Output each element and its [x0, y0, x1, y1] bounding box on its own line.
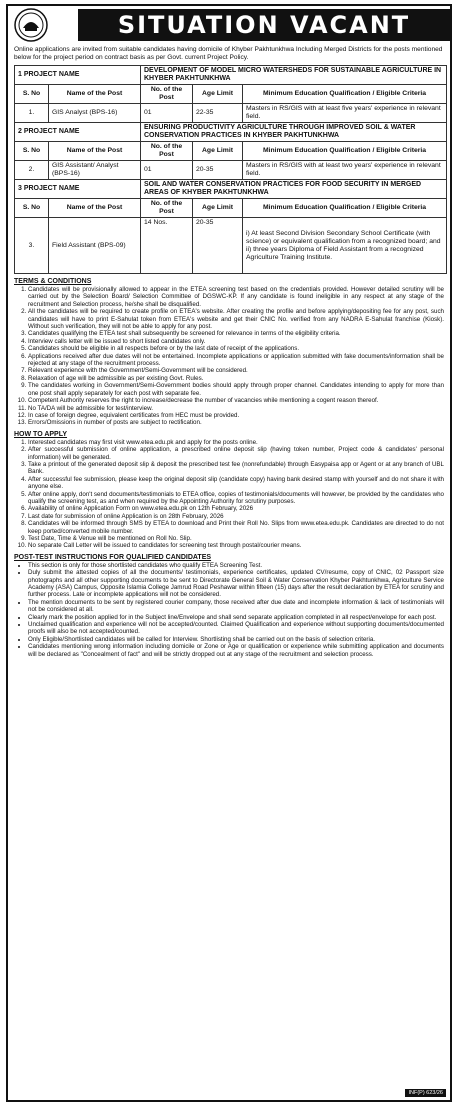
apply-item: 10. No separate Call Letter will be issued to candidates for screening test through postal/courier means. — [28, 542, 444, 549]
header-row — [15, 85, 447, 104]
col-post-header: Name of the Post — [49, 199, 141, 218]
apply-item: 1. Interested candidates may first visit www.etea.edu.pk and apply for the posts online. — [28, 439, 444, 446]
terms-item: 10. Competent Authority reserves the right to increase/decrease the number of vacancies while mentioning a cogent reason thereof. — [28, 397, 444, 404]
terms-item: 8. Relaxation of age will be admissible as per existing Govt. Rules. — [28, 375, 444, 382]
project-label: 2 PROJECT NAME — [15, 123, 141, 142]
apply-list — [14, 439, 444, 550]
terms-item: 11. No TA/DA will be admissible for test/interview. — [28, 405, 444, 412]
table-row — [15, 104, 447, 123]
project-title: ENSURING PRODUCTIVITY AGRICULTURE THROUGH IMPROVED SOIL & WATER CONSERVATION PRACTICES IN KHYBER PAKHTUNKHWA — [141, 123, 447, 142]
terms-list — [14, 286, 444, 427]
cell-num: 01 — [141, 104, 193, 123]
apply-heading: HOW TO APPLY — [14, 430, 68, 438]
department-logo — [14, 8, 48, 42]
terms-item: 5. Candidates should be eligible in all respects before or by the last date of receipt of the applications. — [28, 345, 444, 352]
terms-item: 6. Applications received after due dates will not be entertained. Incomplete applications or application submitted with fake documents/information shall be rejected at any stage of the recruitment process. — [28, 353, 444, 368]
apply-item: 5. After online apply, don't send documents/testimonials to ETEA office, copies of testimonials/documents will however, be provided by the candidates who qualify the screening test, as and when required by the Appointing Authority for scrutiny purposes. — [28, 491, 444, 506]
table-row — [15, 218, 447, 274]
terms-item: 7. Relevant experience with the Government/Semi-Government will be considered. — [28, 367, 444, 374]
apply-item: 4. After successful fee submission, please keep the original deposit slip (candidate copy) having bank desired stamp with yourself and do not share it with anyone else. — [28, 476, 444, 491]
apply-item: 7. Last date for submission of online Application is on 28th February, 2026 — [28, 513, 444, 520]
terms-item: 2. All the candidates will be required to create profile on ETEA's website. After creating the profile and before applying/depositing fee for any post, such candidates will have to print E-Sahulat token from ETEA's website and get their CNIC No. verified from any NADRA E-Sahulat franchise (Kiosk). Without such verification, they will not be able to apply for any post. — [28, 308, 444, 330]
terms-item: 4. Interview calls letter will be issued to short listed candidates only. — [28, 338, 444, 345]
col-sno-header: S. No — [15, 199, 49, 218]
terms-item: 12. In case of foreign degree, equivalent certificates from HEC must be provided. — [28, 412, 444, 419]
project-label: 3 PROJECT NAME — [15, 180, 141, 199]
header — [8, 6, 450, 44]
project-row — [15, 66, 447, 85]
post-test-item: • Candidates mentioning wrong information including domicile or Zone or Age or qualification or experience while submitting application and documents will be declared as "Concealment of fact" and will be strictly dropped out at any stage of the recruitment and selection process. — [28, 643, 444, 658]
apply-item: 3. Take a printout of the generated deposit slip & deposit the prescribed test fee (nonrefundable) through Easypaisa app or Agent or at any branch of UBL Bank. — [28, 461, 444, 476]
header-row — [15, 199, 447, 218]
cell-post: GIS Assistant/ Analyst (BPS-16) — [49, 161, 141, 180]
terms-item: 9. The candidates working in Government/Semi-Government bodies should apply through proper channel. Candidates intending to apply for more than one post shall apply separately for each post with separate fee. — [28, 382, 444, 397]
col-sno-header: S. No — [15, 142, 49, 161]
project-label: 1 PROJECT NAME — [15, 66, 141, 85]
intro-text: Online applications are invited from suitable candidates having domicile of Khyber Pakhtunkhwa Including Merged Districts for the posts mentioned below for the project period on contract basis as per Govt. current Project Policy. — [14, 46, 443, 61]
col-post-header: Name of the Post — [49, 85, 141, 104]
cell-age: 20-35 — [193, 161, 243, 180]
cell-sno: 3. — [15, 218, 49, 274]
col-num-header: No. of the Post — [141, 142, 193, 161]
cell-age: 22-35 — [193, 104, 243, 123]
terms-item: 1. Candidates will be provisionally allowed to appear in the ETEA screening test based on the credentials provided. However detailed scrutiny will be carried out by the Selection Board/ Selection Committee of DGSWC-KP. If any candidate is found ineligible in any respect at any stage of the recruitment and Selection process, he/she shall be disqualified. — [28, 286, 444, 308]
apply-item: 9. Test Date, Time & Venue will be mentioned on Roll No. Slip. — [28, 535, 444, 542]
footer-code: INF(P) 623/26 — [405, 1089, 446, 1097]
apply-item: 2. After successful submission of online application, a prescribed online deposit slip (having token number, Project code & candidates' personal information) will be generated. — [28, 446, 444, 461]
cell-edu: i) At least Second Division Secondary School Certificate (with science) or equivalent qualification from a recognized board; and ii) three years Diploma of Field Assistant from a recognized Agriculture Training Institute. — [243, 218, 447, 274]
col-age-header: Age Limit — [193, 199, 243, 218]
cell-age: 20-35 — [193, 218, 243, 274]
col-age-header: Age Limit — [193, 85, 243, 104]
col-edu-header: Minimum Education Qualification / Eligible Criteria — [243, 142, 447, 161]
table-row — [15, 161, 447, 180]
cell-post: Field Assistant (BPS-09) — [49, 218, 141, 274]
terms-heading: TERMS & CONDITIONS — [14, 278, 92, 285]
apply-item: 6. Availability of online Application Form on www.etea.edu.pk on 12th February, 2026 — [28, 505, 444, 512]
cell-sno: 1. — [15, 104, 49, 123]
cell-sno: 2. — [15, 161, 49, 180]
cell-post: GIS Analyst (BPS-16) — [49, 104, 141, 123]
post-test-item: • Clearly mark the position applied for in the Subject line/Envelope and shall send separate application completed in all respect/envelope for each post. — [28, 614, 444, 621]
post-test-list — [14, 562, 444, 658]
post-test-item: • Duly submit the attested copies of all the documents/ testimonials, experience certificates, updated CV/resume, copy of CNIC, 02 Passport size photographs and all other supporting documents to be sent to Directorate General Soil & Water Conservation Khyber Pakhtunkhwa, Agriculture Service Academy (ASA) Campus, Opposite Islamia College Jamrud Road Peshawar within fifteen (15) days after the result declaration by ETEA for scrutiny and further process. Late or incomplete applications will not be considered. — [28, 569, 444, 599]
post-test-item: • This section is only for those shortlisted candidates who qualify ETEA Screening Test. — [28, 562, 444, 569]
page-title: SITUATION VACANT — [78, 9, 450, 41]
col-sno-header: S. No — [15, 85, 49, 104]
terms-item: 13. Errors/Omissions in number of posts are subject to rectification. — [28, 419, 444, 426]
project-title: DEVELOPMENT OF MODEL MICRO WATERSHEDS FOR SUSTAINABLE AGRICULTURE IN KHYBER PAKHTUNKHWA — [141, 66, 447, 85]
post-test-item: • Unclaimed qualification and experience will not be accepted/counted. Claimed Qualification and experience without supporting documents/documented proofs will also be not accepted/counted. — [28, 621, 444, 636]
col-edu-header: Minimum Education Qualification / Eligible Criteria — [243, 85, 447, 104]
project-row — [15, 123, 447, 142]
col-num-header: No. of the Post — [141, 85, 193, 104]
apply-item: 8. Candidates will be informed through SMS by ETEA to download and Print their Roll No. Slips from www.etea.edu.pk. Candidates are directed to do not keep ported/converted mobile number. — [28, 520, 444, 535]
col-num-header: No. of the Post — [141, 199, 193, 218]
project-row — [15, 180, 447, 199]
posts-table — [14, 65, 447, 274]
col-edu-header: Minimum Education Qualification / Eligible Criteria — [243, 199, 447, 218]
header-row — [15, 142, 447, 161]
terms-item: 3. Candidates qualifying the ETEA test shall subsequently be screened for relevance in terms of the eligibility criteria. — [28, 330, 444, 337]
post-test-item: • Only Eligible/Shortlisted candidates will be called for Interview. Shortlisting shall be carried out on the basis of selection criteria. — [28, 636, 444, 643]
cell-num: 14 Nos. — [141, 218, 193, 274]
cell-edu: Masters in RS/GIS with at least five years' experience in relevant field. — [243, 104, 447, 123]
project-title: SOIL AND WATER CONSERVATION PRACTICES FOR FOOD SECURITY IN MERGED AREAS OF KHYBER PAKHTUNKHWA — [141, 180, 447, 199]
cell-num: 01 — [141, 161, 193, 180]
advertisement — [6, 4, 452, 1102]
col-age-header: Age Limit — [193, 142, 243, 161]
cell-edu: Masters in RS/GIS with at least two years' experience in relevant field. — [243, 161, 447, 180]
col-post-header: Name of the Post — [49, 142, 141, 161]
post-test-heading: POST-TEST INSTRUCTIONS FOR QUALIFIED CANDIDATES — [14, 553, 212, 561]
post-test-item: • The mention documents to be sent by registered courier company, those received after due date and incomplete information & lack of testimonials will not be considered at all. — [28, 599, 444, 614]
